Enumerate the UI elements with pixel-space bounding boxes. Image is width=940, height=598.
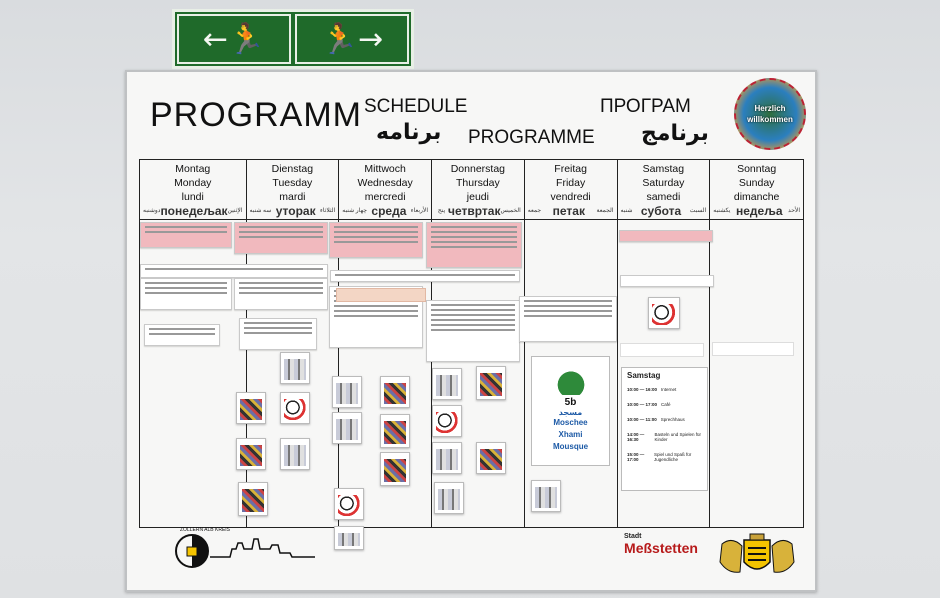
activity-card bbox=[334, 526, 364, 550]
activity-card bbox=[280, 352, 310, 384]
saturday-heading: Samstag bbox=[627, 371, 661, 380]
exit-sign-left: ←🏃 bbox=[177, 14, 291, 64]
row-label: Basteln und Spielen für Kinder bbox=[654, 432, 702, 442]
row-time: 14:00 — 16:30 bbox=[627, 432, 645, 442]
welcome-globe-logo bbox=[734, 78, 806, 150]
day-name-fr: mardi bbox=[279, 191, 306, 203]
day-name-ar: الخميس bbox=[500, 208, 521, 214]
activity-card bbox=[434, 482, 464, 514]
day-column-friday bbox=[525, 160, 618, 527]
day-name-de: Dienstag bbox=[271, 163, 314, 175]
pinned-note bbox=[144, 324, 220, 346]
day-name-fa: پنج bbox=[437, 208, 446, 214]
schedule-row bbox=[622, 398, 707, 413]
pinned-note bbox=[234, 222, 328, 254]
day-name-fr: dimanche bbox=[733, 191, 780, 203]
pinned-note bbox=[234, 278, 328, 310]
row-time: 15:00 — 17:00 bbox=[627, 452, 645, 462]
title-german: PROGRAMM bbox=[150, 96, 362, 134]
pinned-note bbox=[519, 296, 617, 342]
activity-card bbox=[236, 438, 266, 470]
title-french: PROGRAMME bbox=[468, 127, 595, 148]
day-name-sr: недеља bbox=[735, 204, 783, 218]
schedule-row bbox=[622, 413, 707, 428]
day-name-sr: понедељак bbox=[160, 204, 228, 218]
day-name-fr: vendredi bbox=[550, 191, 591, 203]
stadt-messstetten-logo bbox=[620, 533, 702, 581]
day-name-fr: samedi bbox=[646, 191, 681, 203]
title-farsi: برنامه bbox=[376, 120, 442, 145]
mosque-room-number: 5b bbox=[564, 397, 577, 408]
pinned-note bbox=[620, 343, 704, 357]
mosque-label-fr: Mousque bbox=[552, 442, 589, 451]
day-name-en: Saturday bbox=[642, 177, 685, 189]
exit-sign-right: 🏃→ bbox=[295, 14, 409, 64]
mosque-arabic: مسجد bbox=[558, 408, 583, 417]
pinned-note bbox=[426, 222, 522, 268]
row-label: Internet bbox=[661, 387, 677, 392]
schedule-row bbox=[622, 448, 707, 468]
day-name-de: Freitag bbox=[554, 163, 587, 175]
activity-card bbox=[432, 442, 462, 474]
day-name-en: Sunday bbox=[738, 177, 775, 189]
day-header bbox=[618, 160, 710, 220]
welcome-logo-line-1: Herzlich bbox=[754, 104, 786, 113]
day-name-de: Sonntag bbox=[737, 163, 777, 175]
pinned-note bbox=[140, 278, 232, 310]
day-name-de: Mittwoch bbox=[364, 163, 406, 175]
day-name-fa: چهار شنبه bbox=[342, 208, 367, 214]
day-name-en: Tuesday bbox=[272, 177, 313, 189]
day-name-ar: الأحد bbox=[788, 208, 800, 214]
zollernalb-skyline-logo bbox=[170, 525, 315, 575]
title-arabic: برنامج bbox=[641, 121, 709, 146]
day-name-row bbox=[339, 204, 431, 218]
pinned-note bbox=[712, 342, 794, 356]
activity-card bbox=[432, 405, 462, 437]
activity-card bbox=[238, 482, 268, 516]
day-name-sr: субота bbox=[640, 204, 682, 218]
day-header bbox=[525, 160, 617, 220]
activity-card bbox=[380, 452, 410, 486]
pinned-note bbox=[239, 318, 317, 350]
pinned-note bbox=[620, 275, 714, 287]
day-header bbox=[710, 160, 803, 220]
day-name-row bbox=[618, 204, 710, 218]
pinned-note bbox=[140, 222, 232, 248]
day-name-en: Friday bbox=[556, 177, 586, 189]
stadt-small-label: Stadt bbox=[624, 533, 642, 540]
day-name-fa: دوشنبه bbox=[143, 208, 161, 214]
day-header bbox=[339, 160, 431, 220]
day-name-de: Donnerstag bbox=[450, 163, 506, 175]
day-name-de: Samstag bbox=[642, 163, 685, 175]
day-name-row bbox=[525, 204, 617, 218]
day-name-fa: شنبه bbox=[620, 208, 633, 214]
day-header bbox=[432, 160, 524, 220]
day-name-en: Wednesday bbox=[357, 177, 413, 189]
day-name-ar: الأربعاء bbox=[410, 208, 428, 214]
emergency-exit-sign bbox=[172, 9, 414, 69]
schedule-row bbox=[622, 428, 707, 448]
activity-card bbox=[476, 366, 506, 400]
stadt-name: Meßstetten bbox=[624, 540, 698, 556]
coat-of-arms-icon bbox=[714, 532, 800, 582]
day-name-fa: سه شنبه bbox=[249, 208, 272, 214]
row-label: Café bbox=[661, 402, 671, 407]
row-time: 10:00 — 11:00 bbox=[627, 417, 657, 422]
day-name-fr: lundi bbox=[181, 191, 204, 203]
saturday-panel bbox=[621, 367, 708, 491]
activity-card bbox=[380, 414, 410, 448]
day-name-ar: الجمعة bbox=[596, 208, 614, 214]
orange-note bbox=[336, 288, 426, 302]
mosque-icon bbox=[554, 361, 588, 395]
pinned-note bbox=[426, 300, 520, 362]
day-name-fr: mercredi bbox=[364, 191, 406, 203]
day-name-en: Thursday bbox=[455, 177, 500, 189]
activity-card bbox=[280, 392, 310, 424]
pinned-note bbox=[140, 264, 328, 278]
schedule-row bbox=[622, 383, 707, 398]
pinned-note bbox=[330, 270, 520, 282]
title-russian: ПРОГРАМ bbox=[600, 96, 691, 117]
day-name-sr: четвртак bbox=[447, 204, 501, 218]
activity-card bbox=[380, 376, 410, 408]
day-name-row bbox=[140, 204, 246, 218]
kreis-label: ZOLLERN ALB KREIS bbox=[180, 527, 231, 533]
activity-card bbox=[236, 392, 266, 424]
day-name-sr: уторак bbox=[275, 204, 316, 218]
day-header bbox=[140, 160, 246, 220]
row-label: Spiel und Spaß für Jugendliche bbox=[654, 452, 692, 462]
day-name-sr: среда bbox=[371, 204, 407, 218]
day-name-fa: جمعه bbox=[527, 208, 542, 214]
day-name-ar: الإثنين bbox=[227, 208, 243, 214]
activity-card bbox=[332, 412, 362, 444]
day-name-row bbox=[710, 204, 803, 218]
row-time: 10:00 — 16:00 bbox=[627, 387, 658, 392]
pinned-note bbox=[329, 222, 423, 258]
activity-card bbox=[531, 480, 561, 512]
activity-card bbox=[332, 376, 362, 408]
mosque-label-de: Moschee bbox=[553, 418, 588, 427]
mosque-card bbox=[531, 356, 610, 466]
welcome-logo-line-2: willkommen bbox=[747, 115, 793, 124]
activity-card bbox=[432, 368, 462, 400]
activity-card bbox=[334, 488, 364, 520]
title-english: SCHEDULE bbox=[364, 96, 468, 117]
day-name-ar: الثلاثاء bbox=[320, 208, 336, 214]
day-name-ar: السبت bbox=[689, 208, 707, 214]
day-name-fa: یکشنبه bbox=[713, 208, 731, 214]
day-name-de: Montag bbox=[175, 163, 211, 175]
activity-card bbox=[476, 442, 506, 474]
row-time: 10:00 — 17:00 bbox=[627, 402, 658, 407]
day-name-fr: jeudi bbox=[466, 191, 489, 203]
mosque-label-sq: Xhami bbox=[558, 430, 583, 439]
activity-card bbox=[648, 297, 680, 329]
day-name-row bbox=[247, 204, 339, 218]
pinned-note bbox=[619, 230, 713, 242]
activity-card bbox=[280, 438, 310, 470]
day-name-en: Monday bbox=[174, 177, 212, 189]
row-label: Sprechhaus bbox=[660, 417, 685, 422]
day-name-sr: петак bbox=[552, 204, 585, 218]
day-header bbox=[247, 160, 339, 220]
